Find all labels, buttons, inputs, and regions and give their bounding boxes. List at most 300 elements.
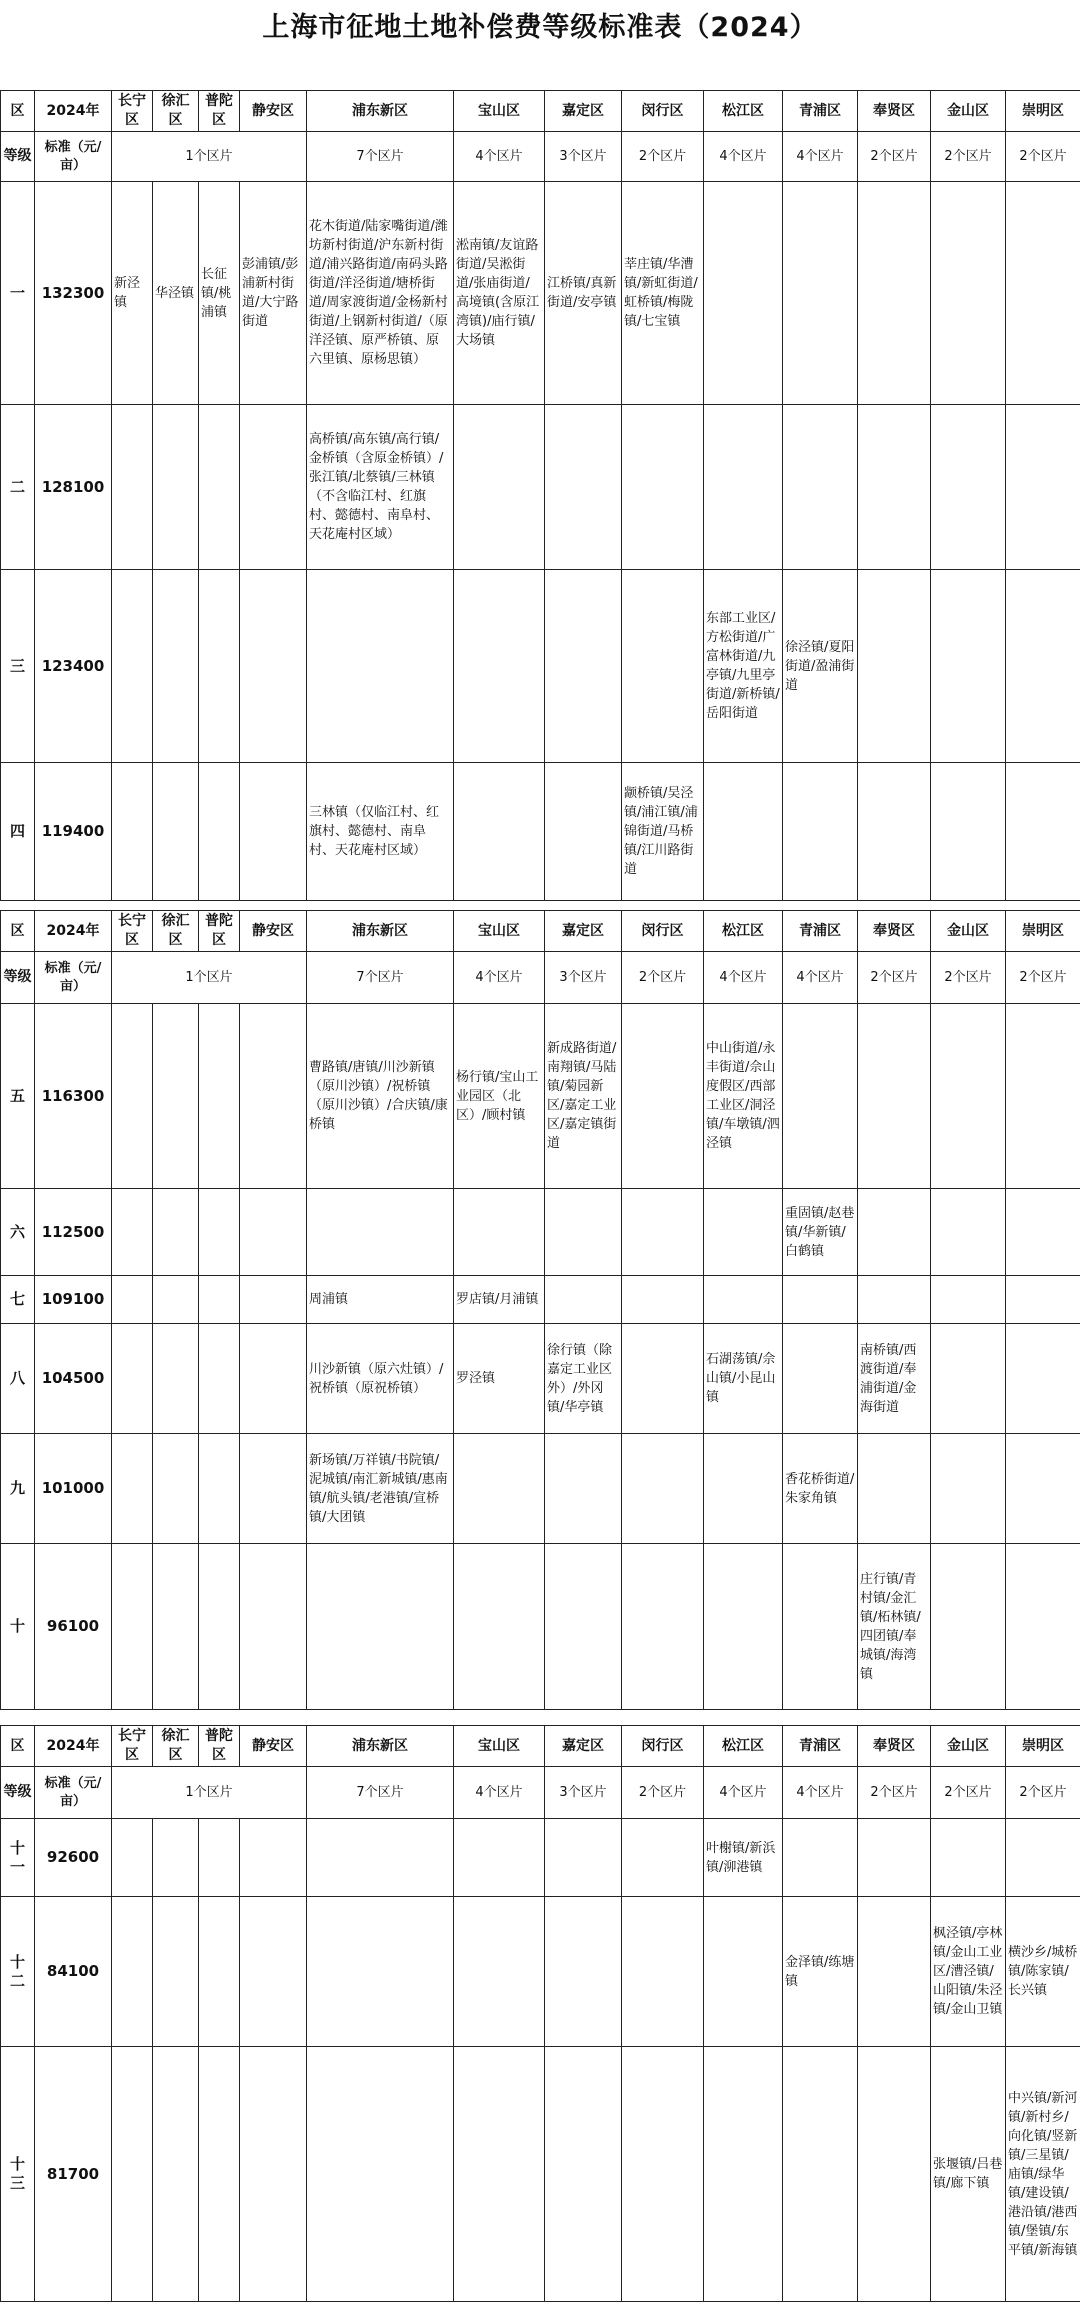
standard-cell: 119400 xyxy=(35,763,112,901)
standard-cell: 109100 xyxy=(35,1276,112,1324)
grade-cell: 七 xyxy=(1,1276,35,1324)
area-cell xyxy=(931,1819,1006,1897)
area-cell: 徐行镇（除嘉定工业区外）/外冈镇/华亭镇 xyxy=(545,1324,622,1434)
area-cell xyxy=(783,1819,858,1897)
table-block-3 xyxy=(0,1725,1080,2302)
area-cell: 张堰镇/吕巷镇/廊下镇 xyxy=(931,2047,1006,2302)
zone-count: 4个区片 xyxy=(783,1767,858,1819)
area-cell xyxy=(783,1544,858,1710)
header-district: 闵行区 xyxy=(622,1726,704,1767)
area-cell xyxy=(153,1819,199,1897)
area-cell: 川沙新镇（原六灶镇）/祝桥镇（原祝桥镇） xyxy=(307,1324,454,1434)
area-cell: 枫泾镇/亭林镇/金山工业区/漕泾镇/山阳镇/朱泾镇/金山卫镇 xyxy=(931,1897,1006,2047)
area-cell xyxy=(112,1004,153,1189)
area-cell xyxy=(454,1897,545,2047)
area-cell xyxy=(783,2047,858,2302)
standard-cell: 84100 xyxy=(35,1897,112,2047)
standard-cell: 132300 xyxy=(35,182,112,405)
header-district: 金山区 xyxy=(931,911,1006,952)
zone-count: 2个区片 xyxy=(858,1767,931,1819)
area-cell xyxy=(1006,1324,1080,1434)
area-cell: 莘庄镇/华漕镇/新虹街道/虹桥镇/梅陇镇/七宝镇 xyxy=(622,182,704,405)
header-district: 徐汇区 xyxy=(153,911,199,952)
area-cell xyxy=(931,763,1006,901)
area-cell xyxy=(112,2047,153,2302)
zone-count: 4个区片 xyxy=(704,1767,783,1819)
area-cell xyxy=(704,1434,783,1544)
area-cell xyxy=(931,1434,1006,1544)
header-district: 奉贤区 xyxy=(858,1726,931,1767)
header-district: 金山区 xyxy=(931,1726,1006,1767)
header-district: 长宁区 xyxy=(112,91,153,132)
area-cell xyxy=(931,1004,1006,1189)
area-cell xyxy=(199,1004,240,1189)
area-cell xyxy=(240,1276,307,1324)
area-cell: 重固镇/赵巷镇/华新镇/白鹤镇 xyxy=(783,1189,858,1276)
area-cell xyxy=(1006,182,1080,405)
area-cell xyxy=(153,570,199,763)
area-cell xyxy=(307,2047,454,2302)
area-cell xyxy=(858,1189,931,1276)
area-cell xyxy=(199,405,240,570)
grade-cell: 一 xyxy=(1,182,35,405)
area-cell xyxy=(931,182,1006,405)
area-cell xyxy=(454,1434,545,1544)
area-cell xyxy=(622,1276,704,1324)
header-district: 普陀区 xyxy=(199,1726,240,1767)
area-cell: 庄行镇/青村镇/金汇镇/柘林镇/四团镇/奉城镇/海湾镇 xyxy=(858,1544,931,1710)
area-cell xyxy=(199,1189,240,1276)
area-cell: 淞南镇/友谊路街道/吴淞街道/张庙街道/高境镇(含原江湾镇)/庙行镇/大场镇 xyxy=(454,182,545,405)
zone-count: 2个区片 xyxy=(1006,952,1080,1004)
standard-cell: 128100 xyxy=(35,405,112,570)
header-district: 宝山区 xyxy=(454,91,545,132)
standard-cell: 81700 xyxy=(35,2047,112,2302)
zone-count: 2个区片 xyxy=(931,132,1006,182)
header-district: 崇明区 xyxy=(1006,1726,1080,1767)
area-cell xyxy=(622,1897,704,2047)
area-cell: 中兴镇/新河镇/新村乡/向化镇/竖新镇/三星镇/庙镇/绿华镇/建设镇/港沿镇/港西镇/堡镇/东平镇/新海镇 xyxy=(1006,2047,1080,2302)
area-cell xyxy=(545,1544,622,1710)
standard-cell: 104500 xyxy=(35,1324,112,1434)
area-cell xyxy=(704,1189,783,1276)
header-district: 青浦区 xyxy=(783,911,858,952)
area-cell xyxy=(704,405,783,570)
area-cell xyxy=(454,763,545,901)
area-cell xyxy=(240,1434,307,1544)
table-row xyxy=(1,570,1080,763)
area-cell xyxy=(622,1434,704,1544)
area-cell xyxy=(545,1276,622,1324)
header-district: 嘉定区 xyxy=(545,1726,622,1767)
area-cell xyxy=(112,1189,153,1276)
table-row xyxy=(1,2047,1080,2302)
zone-count: 4个区片 xyxy=(704,952,783,1004)
area-cell xyxy=(622,1819,704,1897)
zone-count: 7个区片 xyxy=(307,952,454,1004)
area-cell xyxy=(783,1276,858,1324)
header-qu: 区 xyxy=(1,911,35,952)
area-cell xyxy=(153,1324,199,1434)
zone-count: 4个区片 xyxy=(454,1767,545,1819)
standard-cell: 96100 xyxy=(35,1544,112,1710)
zone-count: 3个区片 xyxy=(545,1767,622,1819)
table-row xyxy=(1,1189,1080,1276)
header-row xyxy=(1,911,1080,952)
area-cell xyxy=(858,182,931,405)
area-cell xyxy=(199,1897,240,2047)
area-cell xyxy=(545,1897,622,2047)
table-row xyxy=(1,763,1080,901)
area-cell xyxy=(858,763,931,901)
area-cell xyxy=(545,405,622,570)
area-cell xyxy=(704,182,783,405)
area-cell: 长征镇/桃浦镇 xyxy=(199,182,240,405)
area-cell xyxy=(704,1897,783,2047)
area-cell xyxy=(704,2047,783,2302)
standard-cell: 123400 xyxy=(35,570,112,763)
area-cell xyxy=(153,1544,199,1710)
header-district: 青浦区 xyxy=(783,1726,858,1767)
header-row xyxy=(1,91,1080,132)
grade-cell: 八 xyxy=(1,1324,35,1434)
area-cell xyxy=(112,405,153,570)
header-district: 闵行区 xyxy=(622,911,704,952)
area-cell: 横沙乡/城桥镇/陈家镇/长兴镇 xyxy=(1006,1897,1080,2047)
table-block-2 xyxy=(0,910,1080,1710)
area-cell xyxy=(1006,570,1080,763)
area-cell xyxy=(858,1276,931,1324)
area-cell: 罗泾镇 xyxy=(454,1324,545,1434)
page-title: 上海市征地土地补偿费等级标准表（2024） xyxy=(0,0,1080,56)
area-cell xyxy=(454,1544,545,1710)
area-cell: 杨行镇/宝山工业园区（北区）/顾村镇 xyxy=(454,1004,545,1189)
area-cell xyxy=(454,405,545,570)
area-cell: 东部工业区/方松街道/广富林街道/九亭镇/九里亭街道/新桥镇/岳阳街道 xyxy=(704,570,783,763)
area-cell xyxy=(622,2047,704,2302)
table-row xyxy=(1,1004,1080,1189)
table-row xyxy=(1,1324,1080,1434)
header-row xyxy=(1,1726,1080,1767)
zone-count: 4个区片 xyxy=(783,952,858,1004)
zone-count: 7个区片 xyxy=(307,132,454,182)
area-cell xyxy=(153,1276,199,1324)
area-cell xyxy=(1006,763,1080,901)
zone-row xyxy=(1,952,1080,1004)
header-district: 宝山区 xyxy=(454,911,545,952)
area-cell xyxy=(199,1819,240,1897)
grade-cell: 四 xyxy=(1,763,35,901)
area-cell xyxy=(240,2047,307,2302)
zone-row xyxy=(1,132,1080,182)
zone-count: 2个区片 xyxy=(622,952,704,1004)
zone-count: 2个区片 xyxy=(1006,132,1080,182)
table-block-1 xyxy=(0,90,1080,901)
area-cell: 罗店镇/月浦镇 xyxy=(454,1276,545,1324)
area-cell xyxy=(307,570,454,763)
grade-cell: 三 xyxy=(1,570,35,763)
header-district: 普陀区 xyxy=(199,91,240,132)
area-cell xyxy=(199,763,240,901)
area-cell xyxy=(622,1544,704,1710)
area-cell xyxy=(112,1276,153,1324)
area-cell xyxy=(704,1276,783,1324)
area-cell xyxy=(112,1544,153,1710)
area-cell: 叶榭镇/新浜镇/泖港镇 xyxy=(704,1819,783,1897)
header-district: 青浦区 xyxy=(783,91,858,132)
grade-table xyxy=(0,90,1080,901)
header-district: 浦东新区 xyxy=(307,1726,454,1767)
grade-table xyxy=(0,1725,1080,2302)
area-cell xyxy=(1006,405,1080,570)
area-cell xyxy=(783,763,858,901)
header-district: 徐汇区 xyxy=(153,91,199,132)
area-cell xyxy=(622,1004,704,1189)
header-year: 2024年 xyxy=(35,1726,112,1767)
area-cell xyxy=(112,1324,153,1434)
standard-cell: 112500 xyxy=(35,1189,112,1276)
area-cell xyxy=(783,182,858,405)
area-cell xyxy=(112,1897,153,2047)
header-district: 长宁区 xyxy=(112,911,153,952)
table-row xyxy=(1,182,1080,405)
area-cell xyxy=(858,570,931,763)
area-cell xyxy=(545,763,622,901)
area-cell xyxy=(783,1324,858,1434)
header-grade: 等级 xyxy=(1,952,35,1004)
table-row xyxy=(1,1434,1080,1544)
area-cell: 新场镇/万祥镇/书院镇/泥城镇/南汇新城镇/惠南镇/航头镇/老港镇/宣桥镇/大团镇 xyxy=(307,1434,454,1544)
area-cell xyxy=(1006,1434,1080,1544)
area-cell xyxy=(153,1189,199,1276)
area-cell xyxy=(153,763,199,901)
area-cell xyxy=(199,2047,240,2302)
area-cell xyxy=(1006,1189,1080,1276)
area-cell: 曹路镇/唐镇/川沙新镇（原川沙镇）/祝桥镇（原川沙镇）/合庆镇/康桥镇 xyxy=(307,1004,454,1189)
area-cell xyxy=(931,570,1006,763)
zone-count: 4个区片 xyxy=(704,132,783,182)
area-cell xyxy=(858,1004,931,1189)
header-standard: 标准（元/亩） xyxy=(35,1767,112,1819)
area-cell xyxy=(622,1189,704,1276)
grade-cell: 六 xyxy=(1,1189,35,1276)
area-cell xyxy=(931,405,1006,570)
area-cell xyxy=(1006,1276,1080,1324)
area-cell: 彭浦镇/彭浦新村街道/大宁路街道 xyxy=(240,182,307,405)
area-cell xyxy=(858,1897,931,2047)
grade-table xyxy=(0,910,1080,1710)
header-district: 奉贤区 xyxy=(858,911,931,952)
area-cell: 南桥镇/西渡街道/奉浦街道/金海街道 xyxy=(858,1324,931,1434)
area-cell xyxy=(454,1819,545,1897)
header-district: 嘉定区 xyxy=(545,911,622,952)
area-cell xyxy=(545,1819,622,1897)
area-cell xyxy=(199,1434,240,1544)
area-cell: 徐泾镇/夏阳街道/盈浦街道 xyxy=(783,570,858,763)
table-row xyxy=(1,1897,1080,2047)
header-district: 普陀区 xyxy=(199,911,240,952)
header-qu: 区 xyxy=(1,91,35,132)
area-cell xyxy=(783,1004,858,1189)
area-cell: 香花桥街道/朱家角镇 xyxy=(783,1434,858,1544)
grade-cell: 十三 xyxy=(1,2047,35,2302)
zone-count: 4个区片 xyxy=(454,132,545,182)
area-cell xyxy=(783,405,858,570)
header-standard: 标准（元/亩） xyxy=(35,952,112,1004)
header-district: 静安区 xyxy=(240,1726,307,1767)
header-district: 金山区 xyxy=(931,91,1006,132)
zone-count: 1个区片 xyxy=(112,1767,307,1819)
area-cell xyxy=(307,1544,454,1710)
zone-count: 1个区片 xyxy=(112,952,307,1004)
zone-count: 3个区片 xyxy=(545,132,622,182)
area-cell xyxy=(307,1897,454,2047)
grade-cell: 十二 xyxy=(1,1897,35,2047)
area-cell: 华泾镇 xyxy=(153,182,199,405)
zone-count: 4个区片 xyxy=(783,132,858,182)
header-district: 崇明区 xyxy=(1006,911,1080,952)
area-cell xyxy=(545,2047,622,2302)
area-cell xyxy=(931,1189,1006,1276)
zone-count: 7个区片 xyxy=(307,1767,454,1819)
grade-cell: 九 xyxy=(1,1434,35,1544)
area-cell xyxy=(307,1819,454,1897)
area-cell xyxy=(240,1819,307,1897)
header-district: 浦东新区 xyxy=(307,911,454,952)
header-district: 宝山区 xyxy=(454,1726,545,1767)
header-grade: 等级 xyxy=(1,1767,35,1819)
area-cell xyxy=(240,1544,307,1710)
standard-cell: 116300 xyxy=(35,1004,112,1189)
table-row xyxy=(1,1819,1080,1897)
header-district: 静安区 xyxy=(240,91,307,132)
area-cell: 金泽镇/练塘镇 xyxy=(783,1897,858,2047)
area-cell xyxy=(931,1544,1006,1710)
area-cell xyxy=(199,1544,240,1710)
header-district: 静安区 xyxy=(240,911,307,952)
header-district: 奉贤区 xyxy=(858,91,931,132)
area-cell xyxy=(545,570,622,763)
area-cell xyxy=(112,570,153,763)
area-cell: 花木街道/陆家嘴街道/潍坊新村街道/沪东新村街道/浦兴路街道/南码头路街道/洋泾街道/塘桥街道/周家渡街道/金杨新村街道/上钢新村街道/（原洋泾镇、原严桥镇、原六里镇、原杨思镇） xyxy=(307,182,454,405)
header-grade: 等级 xyxy=(1,132,35,182)
area-cell xyxy=(240,405,307,570)
header-district: 浦东新区 xyxy=(307,91,454,132)
area-cell xyxy=(622,1324,704,1434)
area-cell xyxy=(454,2047,545,2302)
area-cell xyxy=(153,1434,199,1544)
area-cell xyxy=(307,1189,454,1276)
area-cell xyxy=(931,1324,1006,1434)
area-cell xyxy=(153,2047,199,2302)
area-cell xyxy=(1006,1819,1080,1897)
area-cell xyxy=(545,1434,622,1544)
grade-cell: 五 xyxy=(1,1004,35,1189)
area-cell xyxy=(622,570,704,763)
area-cell: 周浦镇 xyxy=(307,1276,454,1324)
area-cell xyxy=(704,763,783,901)
header-district: 嘉定区 xyxy=(545,91,622,132)
header-district: 崇明区 xyxy=(1006,91,1080,132)
zone-count: 2个区片 xyxy=(858,132,931,182)
header-district: 松江区 xyxy=(704,911,783,952)
zone-count: 3个区片 xyxy=(545,952,622,1004)
area-cell xyxy=(545,1189,622,1276)
area-cell: 颛桥镇/吴泾镇/浦江镇/浦锦街道/马桥镇/江川路街道 xyxy=(622,763,704,901)
area-cell xyxy=(704,1544,783,1710)
area-cell xyxy=(112,1819,153,1897)
standard-cell: 92600 xyxy=(35,1819,112,1897)
header-district: 松江区 xyxy=(704,91,783,132)
zone-count: 1个区片 xyxy=(112,132,307,182)
area-cell xyxy=(858,2047,931,2302)
area-cell: 江桥镇/真新街道/安亭镇 xyxy=(545,182,622,405)
area-cell: 石湖荡镇/佘山镇/小昆山镇 xyxy=(704,1324,783,1434)
area-cell: 中山街道/永丰街道/佘山度假区/西部工业区/洞泾镇/车墩镇/泗泾镇 xyxy=(704,1004,783,1189)
header-standard: 标准（元/亩） xyxy=(35,132,112,182)
area-cell: 新泾镇 xyxy=(112,182,153,405)
area-cell xyxy=(454,570,545,763)
area-cell xyxy=(112,763,153,901)
zone-row xyxy=(1,1767,1080,1819)
header-district: 闵行区 xyxy=(622,91,704,132)
zone-count: 2个区片 xyxy=(931,952,1006,1004)
zone-count: 2个区片 xyxy=(1006,1767,1080,1819)
zone-count: 2个区片 xyxy=(622,132,704,182)
area-cell xyxy=(112,1434,153,1544)
area-cell xyxy=(240,1189,307,1276)
table-row xyxy=(1,1276,1080,1324)
area-cell xyxy=(199,1276,240,1324)
area-cell xyxy=(240,570,307,763)
area-cell xyxy=(240,1324,307,1434)
header-year: 2024年 xyxy=(35,91,112,132)
area-cell xyxy=(240,1897,307,2047)
table-row xyxy=(1,405,1080,570)
header-year: 2024年 xyxy=(35,911,112,952)
area-cell xyxy=(858,1434,931,1544)
area-cell xyxy=(1006,1004,1080,1189)
area-cell xyxy=(622,405,704,570)
area-cell xyxy=(931,1276,1006,1324)
area-cell xyxy=(199,570,240,763)
grade-cell: 十一 xyxy=(1,1819,35,1897)
zone-count: 2个区片 xyxy=(858,952,931,1004)
area-cell xyxy=(858,405,931,570)
header-district: 松江区 xyxy=(704,1726,783,1767)
header-district: 长宁区 xyxy=(112,1726,153,1767)
zone-count: 2个区片 xyxy=(931,1767,1006,1819)
area-cell xyxy=(153,1897,199,2047)
area-cell xyxy=(454,1189,545,1276)
table-row xyxy=(1,1544,1080,1710)
zone-count: 4个区片 xyxy=(454,952,545,1004)
area-cell xyxy=(240,763,307,901)
standard-cell: 101000 xyxy=(35,1434,112,1544)
header-district: 徐汇区 xyxy=(153,1726,199,1767)
grade-cell: 十 xyxy=(1,1544,35,1710)
area-cell xyxy=(153,405,199,570)
area-cell xyxy=(153,1004,199,1189)
area-cell xyxy=(858,1819,931,1897)
header-qu: 区 xyxy=(1,1726,35,1767)
area-cell: 新成路街道/南翔镇/马陆镇/菊园新区/嘉定工业区/嘉定镇街道 xyxy=(545,1004,622,1189)
grade-cell: 二 xyxy=(1,405,35,570)
area-cell xyxy=(199,1324,240,1434)
area-cell: 高桥镇/高东镇/高行镇/金桥镇（含原金桥镇）/张江镇/北蔡镇/三林镇（不含临江村、红旗村、懿德村、南阜村、天花庵村区域） xyxy=(307,405,454,570)
area-cell: 三林镇（仅临江村、红旗村、懿德村、南阜村、天花庵村区域） xyxy=(307,763,454,901)
area-cell xyxy=(1006,1544,1080,1710)
